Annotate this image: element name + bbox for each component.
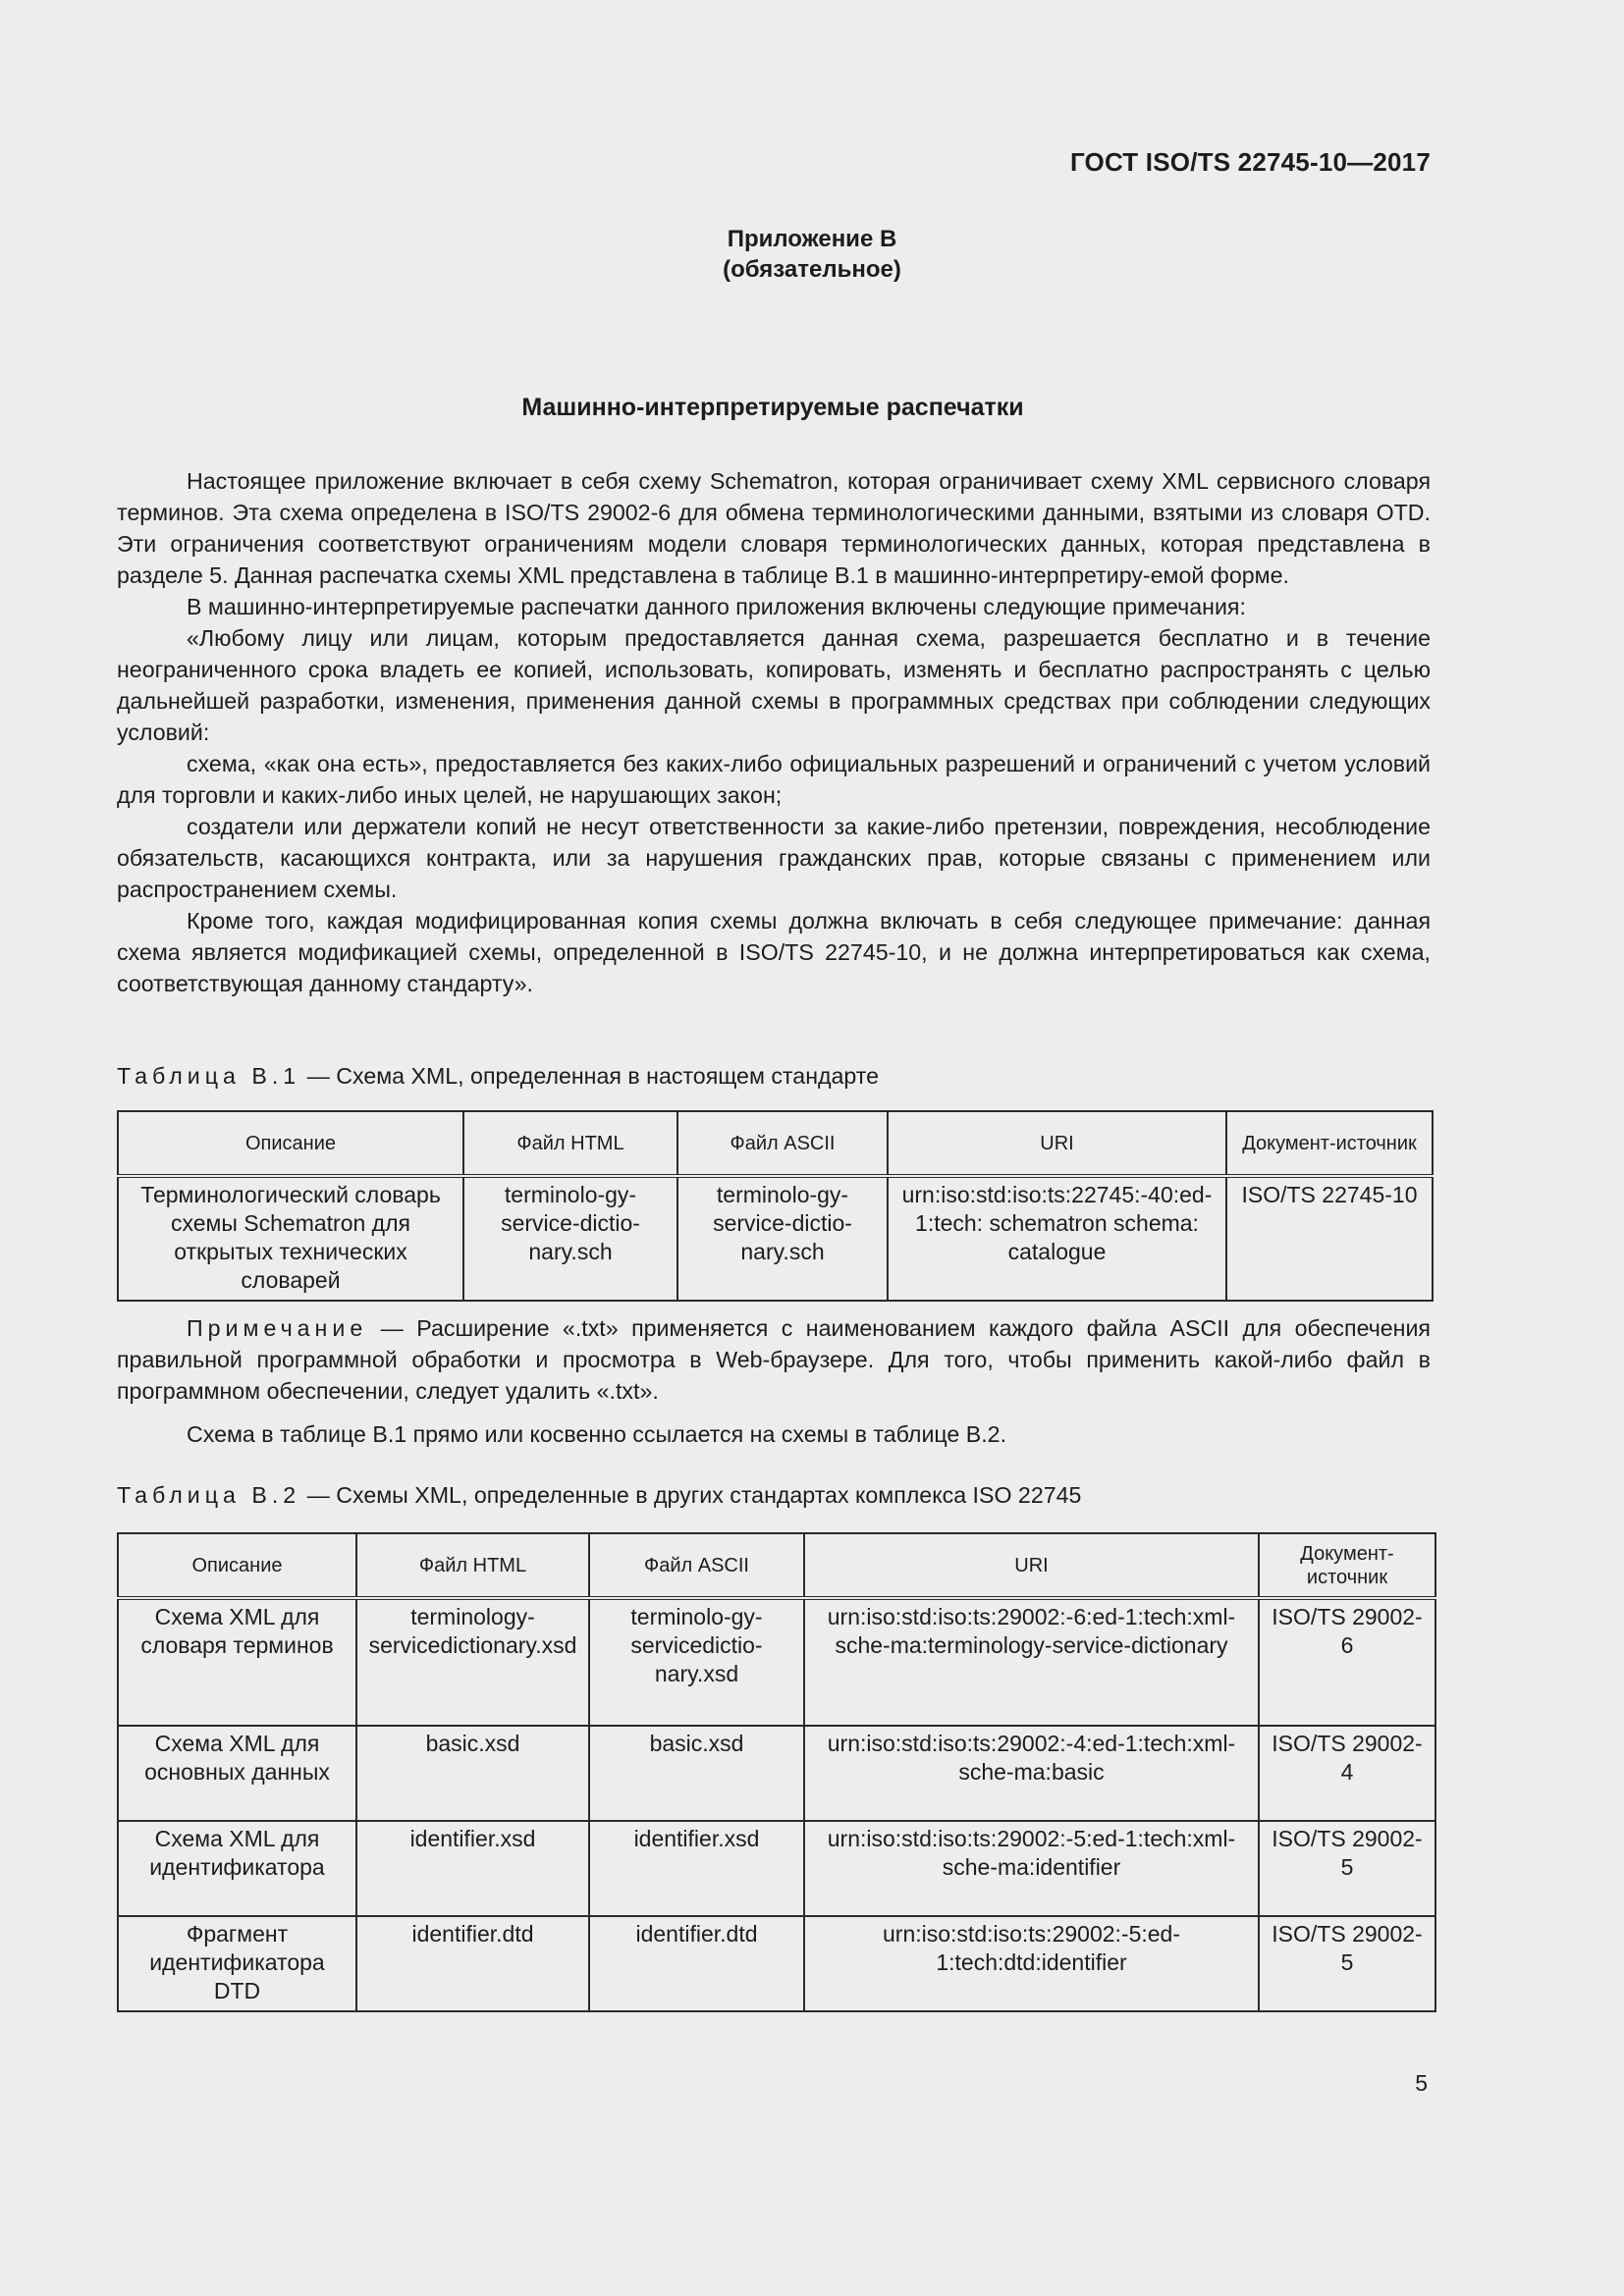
table-cell: terminolo-gy-service-dictio-nary.sch bbox=[677, 1176, 888, 1301]
note-label: Примечание bbox=[187, 1315, 368, 1341]
table-cell: identifier.xsd bbox=[356, 1821, 589, 1916]
table-cell: ISO/TS 29002-6 bbox=[1259, 1598, 1435, 1726]
table-b1-caption bbox=[117, 1063, 879, 1090]
table-b2 bbox=[117, 1532, 1436, 2012]
table-b1-caption-text: — Схема XML, определенная в настоящем стандарте bbox=[300, 1063, 880, 1089]
paragraph: Настоящее приложение включает в себя схему Schematron, которая ограничивает схему XML сервисного словаря терминов. Эта схема определена в ISO/TS 29002-6 для обмена терминологическими данными, взятыми из словаря OTD. Эти ограничения соответствуют ограничениям модели словаря терминологических данных, которая представлена в разделе 5. Данная распечатка схемы XML представлена в таблице B.1 в машинно-интерпретиру-емой форме. bbox=[117, 468, 1431, 588]
table-row bbox=[118, 1821, 1435, 1916]
table-header-cell: Описание bbox=[118, 1533, 356, 1598]
table-cell: ISO/TS 29002-5 bbox=[1259, 1916, 1435, 2011]
table-b2-caption-text: — Схемы XML, определенные в других стандартах комплекса ISO 22745 bbox=[300, 1482, 1082, 1508]
table-header-cell: Документ-источник bbox=[1259, 1533, 1435, 1598]
table-header-cell: Описание bbox=[118, 1111, 463, 1176]
table-header-row bbox=[118, 1111, 1433, 1176]
table-header-cell: Файл ASCII bbox=[677, 1111, 888, 1176]
table-header-cell: URI bbox=[888, 1111, 1226, 1176]
table-cell: Схема XML для основных данных bbox=[118, 1726, 356, 1821]
page-number: 5 bbox=[1415, 2070, 1428, 2096]
table-b1 bbox=[117, 1110, 1434, 1302]
table-b1-caption-label: Таблица B.1 bbox=[117, 1063, 301, 1089]
paragraph: В машинно-интерпретируемые распечатки данного приложения включены следующие примечания: bbox=[187, 594, 1246, 619]
table-cell: basic.xsd bbox=[356, 1726, 589, 1821]
table-cell: Терминологический словарь схемы Schematron для открытых технических словарей bbox=[118, 1176, 463, 1301]
table-cell: Схема XML для идентификатора bbox=[118, 1821, 356, 1916]
table-cell: Схема XML для словаря терминов bbox=[118, 1598, 356, 1726]
table-header-cell: Файл ASCII bbox=[589, 1533, 804, 1598]
paragraph: схема, «как она есть», предоставляется без каких-либо официальных разрешений и ограничений с учетом условий для торговли и каких-либо иных целей, не нарушающих закон; bbox=[117, 751, 1431, 808]
table-b2-caption-label: Таблица B.2 bbox=[117, 1482, 301, 1508]
annex-status: (обязательное) bbox=[723, 256, 901, 283]
table-cell: basic.xsd bbox=[589, 1726, 804, 1821]
table-cell: urn:iso:std:iso:ts:29002:-5:ed-1:tech:dtd:identifier bbox=[804, 1916, 1259, 2011]
body-text bbox=[117, 465, 1431, 999]
table-header-cell: Файл HTML bbox=[356, 1533, 589, 1598]
standard-header: ГОСТ ISO/TS 22745-10—2017 bbox=[1069, 147, 1431, 177]
table-row bbox=[118, 1726, 1435, 1821]
table-cell: ISO/TS 29002-5 bbox=[1259, 1821, 1435, 1916]
table-b2-caption bbox=[117, 1482, 1081, 1509]
table-header-cell: Файл HTML bbox=[463, 1111, 677, 1176]
table-header-cell: URI bbox=[804, 1533, 1259, 1598]
paragraph: «Любому лицу или лицам, которым предоставляется данная схема, разрешается бесплатно и в течение неограниченного срока владеть ее копией, использовать, копировать, изменять и бесплатно распространять с целью дальнейшей разработки, изменения, применения данной схемы в программных средствах при соблюдении следующих условий: bbox=[117, 625, 1431, 745]
section-title: Машинно-интерпретируемые распечатки bbox=[521, 394, 1024, 421]
paragraph: создатели или держатели копий не несут ответственности за какие-либо претензии, повреждения, несоблюдение обязательств, касающихся контракта, или за нарушения гражданских прав, которые связаны с применением или распространением схемы. bbox=[117, 814, 1431, 902]
table-cell: identifier.dtd bbox=[589, 1916, 804, 2011]
table-cell: terminology-servicedictionary.xsd bbox=[356, 1598, 589, 1726]
table-row bbox=[118, 1598, 1435, 1726]
reference-text: Схема в таблице B.1 прямо или косвенно ссылается на схемы в таблице B.2. bbox=[187, 1421, 1007, 1447]
table-cell: terminolo-gy-service-dictio-nary.sch bbox=[463, 1176, 677, 1301]
table-header-row bbox=[118, 1533, 1435, 1598]
table-header-cell: Документ-источник bbox=[1226, 1111, 1433, 1176]
table-note bbox=[117, 1312, 1431, 1407]
annex-label: Приложение B bbox=[727, 226, 897, 252]
table-row bbox=[118, 1916, 1435, 2011]
table-cell: urn:iso:std:iso:ts:22745:-40:ed-1:tech: schematron schema: catalogue bbox=[888, 1176, 1226, 1301]
table-cell: identifier.xsd bbox=[589, 1821, 804, 1916]
table-row bbox=[118, 1176, 1433, 1301]
table-cell: terminolo-gy-servicedictio-nary.xsd bbox=[589, 1598, 804, 1726]
note-text: — Расширение «.txt» применяется с наименованием каждого файла ASCII для обеспечения правильной программной обработки и просмотра в Web-браузере. Для того, чтобы применить какой-либо файл в программном обеспечении, следует удалить «.txt». bbox=[117, 1315, 1431, 1404]
paragraph: Кроме того, каждая модифицированная копия схемы должна включать в себя следующее примечание: данная схема является модификацией схемы, определенной в ISO/TS 22745-10, и не должна интерпретироваться как схема, соответствующая данному стандарту». bbox=[117, 908, 1431, 996]
table-cell: urn:iso:std:iso:ts:29002:-6:ed-1:tech:xml-sche-ma:terminology-service-dictionary bbox=[804, 1598, 1259, 1726]
annex-heading bbox=[0, 224, 1624, 285]
table-cell: ISO/TS 22745-10 bbox=[1226, 1176, 1433, 1301]
table-cell: ISO/TS 29002-4 bbox=[1259, 1726, 1435, 1821]
table-cell: Фрагмент идентификатора DTD bbox=[118, 1916, 356, 2011]
table-cell: urn:iso:std:iso:ts:29002:-5:ed-1:tech:xml-sche-ma:identifier bbox=[804, 1821, 1259, 1916]
table-cell: identifier.dtd bbox=[356, 1916, 589, 2011]
table-cell: urn:iso:std:iso:ts:29002:-4:ed-1:tech:xml-sche-ma:basic bbox=[804, 1726, 1259, 1821]
